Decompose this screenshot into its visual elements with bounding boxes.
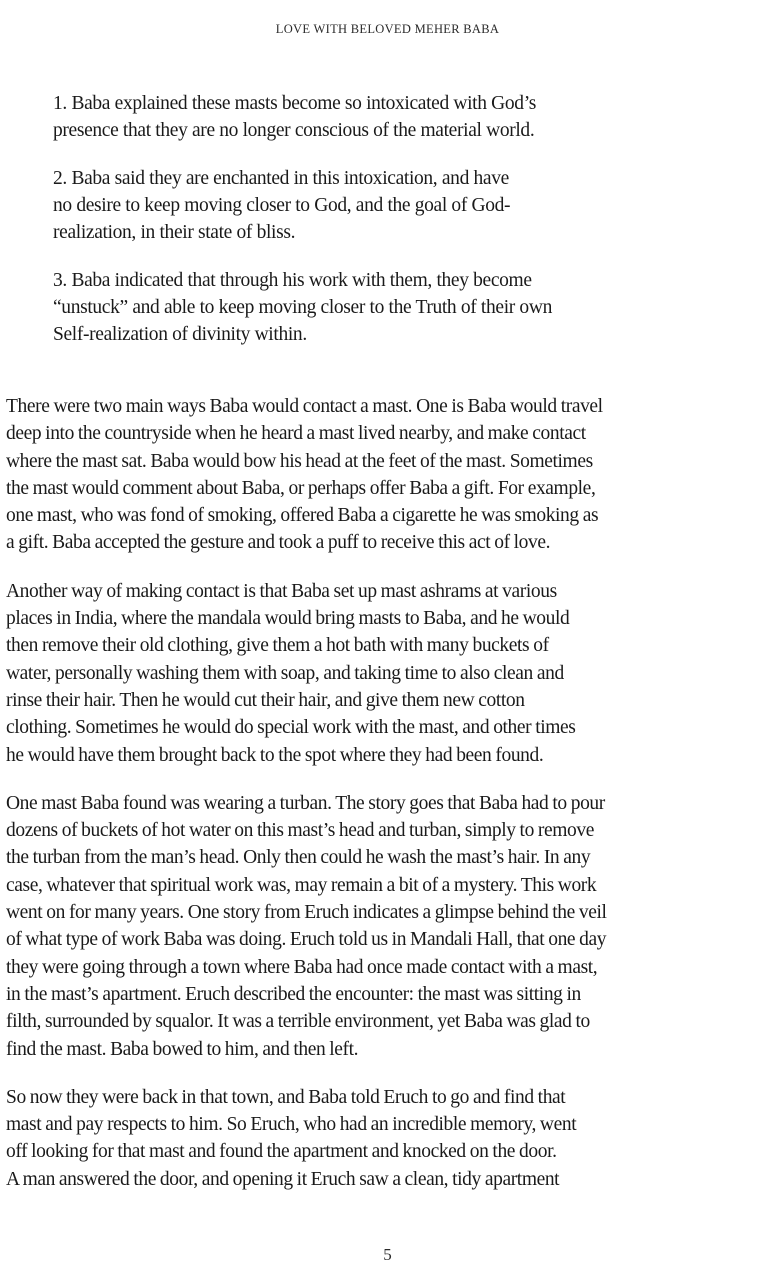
text-line: mast and pay respects to him. So Eruch, who had an incredible memory, went [6, 1114, 577, 1136]
text-line: they were going through a town where Baba had once made contact with a mast, [6, 956, 598, 978]
text-line: There were two main ways Baba would contact a mast. One is Baba would travel [6, 396, 603, 417]
text-line: A man answered the door, and opening it Eruch saw a clean, tidy apartment [6, 1168, 560, 1190]
text-line: rinse their hair. Then he would cut their hair, and give them new cotton [6, 689, 525, 711]
text-line: where the mast sat. Baba would bow his head at the feet of the mast. Sometimes [6, 450, 593, 472]
text-line: dozens of buckets of hot water on this mast’s head and turban, simply to remove [6, 820, 594, 842]
text-line: 1. Baba explained these masts become so intoxicated with God’s [53, 93, 537, 114]
text-line: deep into the countryside when he heard a mast lived nearby, and make contact [6, 423, 586, 445]
page-number: 5 [383, 1245, 392, 1264]
text-line: off looking for that mast and found the apartment and knocked on the door. [6, 1141, 557, 1163]
body-text [6, 393, 770, 1214]
text-line: So now they were back in that town, and Baba told Eruch to go and find that [6, 1086, 566, 1108]
paragraph [6, 1084, 770, 1193]
text-line: “unstuck” and able to keep moving closer to the Truth of their own [53, 297, 552, 318]
text-line: find the mast. Baba bowed to him, and then left. [6, 1038, 359, 1060]
list-item [53, 90, 743, 144]
paragraph [6, 790, 770, 1063]
text-line: water, personally washing them with soap, and taking time to also clean and [6, 662, 564, 684]
text-line: the turban from the man’s head. Only then could he wash the mast’s hair. In any [6, 847, 591, 869]
text-line: he would have them brought back to the spot where they had been found. [6, 744, 544, 766]
text-line: places in India, where the mandala would bring masts to Baba, and he would [6, 608, 570, 630]
text-line: a gift. Baba accepted the gesture and took a puff to receive this act of love. [6, 532, 551, 554]
paragraph [6, 578, 770, 769]
text-line: one mast, who was fond of smoking, offered Baba a cigarette he was smoking as [6, 505, 599, 527]
paragraph [6, 393, 770, 557]
list-item [53, 267, 743, 348]
text-line: in the mast’s apartment. Eruch described the encounter: the mast was sitting in [6, 983, 581, 1005]
text-line: no desire to keep moving closer to God, and the goal of God- [53, 195, 511, 216]
text-line: Another way of making contact is that Baba set up mast ashrams at various [6, 580, 557, 602]
list-item [53, 165, 743, 246]
text-line: 2. Baba said they are enchanted in this intoxication, and have [53, 168, 509, 189]
text-line: presence that they are no longer conscious of the material world. [53, 120, 535, 141]
text-line: then remove their old clothing, give them a hot bath with many buckets of [6, 635, 549, 657]
numbered-list [53, 90, 743, 369]
text-line: One mast Baba found was wearing a turban. The story goes that Baba had to pour [6, 792, 605, 814]
text-line: Self-realization of divinity within. [53, 324, 307, 345]
text-line: of what type of work Baba was doing. Eruch told us in Mandali Hall, that one day [6, 929, 607, 951]
text-line: 3. Baba indicated that through his work with them, they become [53, 270, 532, 291]
text-line: clothing. Sometimes he would do special work with the mast, and other times [6, 717, 576, 739]
text-line: realization, in their state of bliss. [53, 222, 296, 243]
text-line: case, whatever that spiritual work was, may remain a bit of a mystery. This work [6, 874, 597, 896]
text-line: went on for many years. One story from Eruch indicates a glimpse behind the veil [6, 902, 607, 924]
text-line: the mast would comment about Baba, or perhaps offer Baba a gift. For example, [6, 477, 596, 499]
running-header: LOVE WITH BELOVED MEHER BABA [275, 22, 500, 36]
text-line: filth, surrounded by squalor. It was a terrible environment, yet Baba was glad to [6, 1011, 590, 1033]
